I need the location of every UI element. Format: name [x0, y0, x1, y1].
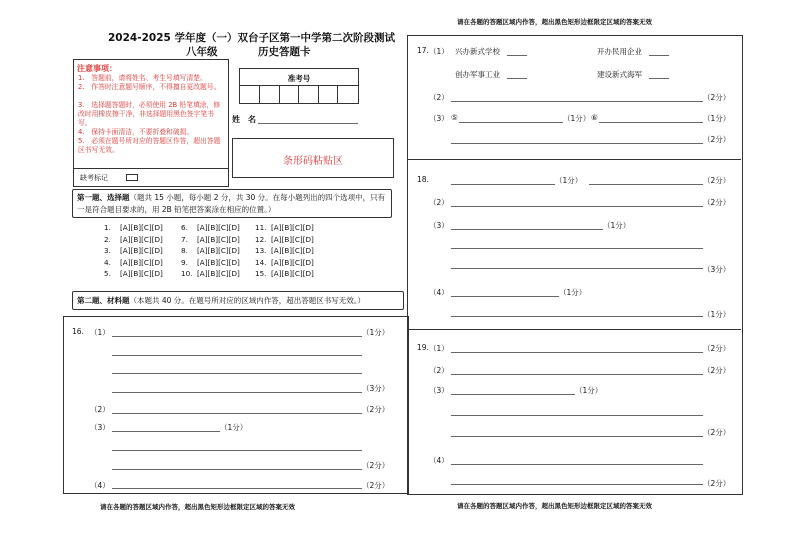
mcq-question-6 [181, 223, 240, 232]
q19-p2-score: （2分） [703, 366, 731, 375]
q18-p1-score2: （2分） [703, 176, 731, 185]
q19-region [407, 329, 741, 493]
mcq-options[interactable]: [A][B][C][D] [120, 257, 163, 267]
q16-p1-line4[interactable] [112, 392, 362, 393]
q18-p4-score: （1分） [559, 288, 587, 297]
mcq-question-3 [104, 246, 163, 255]
q19-p3-score2: （2分） [703, 428, 731, 437]
q18-p1-score1: （1分） [555, 176, 583, 185]
mcq-question-14 [255, 258, 314, 267]
q17-item-2-line[interactable] [649, 55, 669, 56]
notice-item-2: 2. 作答时注意题号顺序，不得擅自更改题号。 [78, 83, 221, 91]
absent-label: 缺考标记 [80, 174, 108, 182]
q19-p3: （3） [429, 386, 449, 395]
notice-title: 注意事项： [77, 64, 117, 73]
q18-p3-score: （1分） [603, 221, 631, 230]
q16-p4-line[interactable] [112, 488, 362, 489]
q16-p1-score: （1分） [362, 328, 390, 337]
q19-p1-line[interactable] [451, 352, 703, 353]
mcq-options[interactable]: [A][B][C][D] [120, 223, 163, 232]
grade-label: 八年级 [186, 46, 218, 58]
q16-p3: （3） [90, 423, 110, 432]
q16-p1: （1） [90, 328, 110, 337]
q16-p3-line[interactable] [112, 431, 220, 432]
q18-p1-line1[interactable] [451, 184, 555, 185]
section2-desc: （本题共 40 分。在题号所对应的区域内作答，超出答题区书写无效。） [129, 296, 366, 305]
section2-title: 第二题、材料题 [77, 296, 130, 305]
notice-box [73, 59, 229, 187]
q17-p2-line[interactable] [451, 101, 703, 102]
mcq-number: 13. [255, 246, 267, 256]
q17-item-4-line[interactable] [649, 78, 669, 79]
mcq-number: 14. [255, 257, 267, 267]
q16-p2: （2） [90, 405, 110, 414]
mcq-number: 1. [104, 223, 111, 232]
mcq-options[interactable]: [A][B][C][D] [197, 269, 240, 279]
q18-region [407, 159, 741, 329]
exam-number-box [239, 68, 359, 104]
mcq-question-9 [181, 258, 240, 267]
mcq-question-4 [104, 258, 163, 267]
notice-item-4: 4. 保持卡面清洁，不要折叠和破损。 [78, 128, 194, 136]
q17-p3-score1: （1分） [563, 114, 591, 123]
footer-notice-left: 请在各题的答题区域内作答，超出黑色矩形边框限定区域的答案无效 [100, 503, 295, 511]
mcq-number: 11. [255, 223, 267, 232]
mcq-question-7 [181, 235, 240, 244]
page-title: 2024-2025 学年度（一）双台子区第一中学第二次阶段测试 [108, 32, 395, 44]
q19-p2-line[interactable] [451, 374, 703, 375]
q18-p4: （4） [429, 288, 449, 297]
mcq-options[interactable]: [A][B][C][D] [197, 257, 240, 267]
q18-p1-line2[interactable] [589, 184, 703, 185]
mcq-options[interactable]: [A][B][C][D] [120, 234, 163, 244]
mcq-question-13 [255, 246, 314, 255]
q18-p3: （3） [429, 221, 449, 230]
mcq-options[interactable]: [A][B][C][D] [271, 246, 314, 256]
q19-p3-score: （1分） [575, 386, 603, 395]
q18-p2-line[interactable] [451, 206, 703, 207]
footer-notice-right: 请在各题的答题区域内作答，超出黑色矩形边框限定区域的答案无效 [457, 502, 652, 510]
q16-p4-score: （2分） [362, 481, 390, 490]
mcq-question-1 [104, 223, 163, 232]
q18-number: 18. [417, 175, 429, 184]
q17-p3-line1[interactable] [459, 122, 563, 123]
q16-p3-score: （1分） [220, 423, 248, 432]
q16-p4: （4） [90, 481, 110, 490]
mcq-number: 15. [255, 269, 267, 279]
mcq-question-5 [104, 269, 163, 278]
mcq-options[interactable]: [A][B][C][D] [271, 269, 314, 279]
q16-p3-line2[interactable] [112, 450, 362, 451]
mcq-question-11 [255, 223, 314, 232]
q18-p3-line3[interactable] [451, 268, 703, 269]
mcq-number: 6. [181, 223, 188, 232]
mcq-number: 5. [104, 269, 111, 279]
q18-p3-line2[interactable] [451, 248, 703, 249]
q16-p1-line3[interactable] [112, 373, 362, 374]
q19-p1: （1） [429, 344, 449, 353]
q19-p4-score: （2分） [703, 479, 731, 488]
q16-p3-line3[interactable] [112, 469, 362, 470]
q19-p4-line[interactable] [451, 464, 703, 465]
exam-number-label: 准考号 [287, 74, 311, 83]
q17-p3-line3[interactable] [451, 143, 703, 144]
section1-title: 第一题、选择题 [77, 193, 130, 202]
mcq-options[interactable]: [A][B][C][D] [271, 234, 314, 244]
mcq-number: 2. [104, 234, 111, 244]
q19-p1-score: （2分） [703, 344, 731, 353]
q17-item-1: 兴办新式学校 [455, 47, 500, 56]
q19-p2: （2） [429, 366, 449, 375]
q17-p3-score2: （1分） [703, 114, 731, 123]
q17-p2-score: （2分） [703, 93, 731, 102]
q17-mark-6: ⑥ [591, 113, 598, 122]
subject-label: 历史答题卡 [258, 46, 311, 58]
q17-p2: （2） [429, 93, 449, 102]
mcq-question-12 [255, 235, 314, 244]
mcq-number: 4. [104, 257, 111, 267]
q17-p1: （1） [429, 47, 449, 56]
mcq-question-2 [104, 235, 163, 244]
q17-mark-5: ⑤ [451, 113, 458, 122]
q17-item-1-line[interactable] [507, 55, 527, 56]
header-notice-right: 请在各题的答题区域内作答，超出黑色矩形边框限定区域的答案无效 [457, 18, 652, 26]
q16-p1-line[interactable] [112, 336, 362, 337]
mcq-question-8 [181, 246, 240, 255]
q16-box [63, 316, 409, 494]
mcq-options[interactable]: [A][B][C][D] [197, 223, 240, 232]
mcq-options[interactable]: [A][B][C][D] [120, 269, 163, 279]
mcq-number: 8. [181, 246, 188, 256]
notice-item-3: 3. 选择题答题时，必须使用 2B 铅笔填涂，修改时用橡皮擦干净，非选择题用黑色签字笔书写。 [78, 101, 221, 127]
q19-p3-line2[interactable] [451, 415, 703, 416]
q19-p4: （4） [429, 456, 449, 465]
mcq-options[interactable]: [A][B][C][D] [197, 246, 240, 256]
q17-item-2: 开办民用企业 [597, 47, 642, 56]
mcq-options[interactable]: [A][B][C][D] [271, 257, 314, 267]
mcq-options[interactable]: [A][B][C][D] [120, 246, 163, 256]
q16-p1-score2: （3分） [362, 384, 390, 393]
q17-p3-line2[interactable] [599, 122, 703, 123]
barcode-area [232, 138, 394, 178]
q16-p2-line[interactable] [112, 413, 362, 414]
mcq-number: 10. [181, 269, 193, 279]
mcq-options[interactable]: [A][B][C][D] [271, 223, 314, 232]
q16-number: 16. [72, 327, 84, 336]
barcode-label: 条形码粘贴区 [283, 156, 343, 167]
notice-item-1: 1. 答题前，请将姓名、考生号填写清楚。 [78, 74, 207, 82]
section2-header [72, 291, 404, 310]
q17-p3: （3） [429, 114, 449, 123]
q19-p3-line3[interactable] [451, 436, 703, 437]
q17-item-3: 创办军事工业 [455, 70, 500, 79]
section1-desc: （题共 15 小题，每小题 2 分，共 30 分。在每小题列出的四个选项中，只有一是符合题目要求的，用 2B 铅笔把答案涂在相应的位置。） [77, 193, 386, 214]
q18-p4-line2[interactable] [451, 316, 703, 317]
mcq-number: 7. [181, 234, 188, 244]
mcq-options[interactable]: [A][B][C][D] [197, 234, 240, 244]
q19-p4-line2[interactable] [451, 484, 703, 485]
q18-p2-score: （2分） [703, 198, 731, 207]
q17-p3-score3: （2分） [703, 135, 731, 144]
notice-item-5: 5. 必须在题号所对应的答题区作答，超出答题区书写无效。 [78, 137, 221, 154]
name-input-line[interactable] [258, 123, 358, 124]
mcq-question-10 [181, 269, 240, 278]
q17-region [407, 35, 741, 159]
absent-checkbox[interactable] [126, 174, 138, 181]
q18-p3-line[interactable] [451, 229, 603, 230]
q16-p2-score: （2分） [362, 405, 390, 414]
section1-header [72, 189, 392, 218]
q18-p2: （2） [429, 198, 449, 207]
mcq-number: 3. [104, 246, 111, 256]
q18-p4-line[interactable] [451, 296, 559, 297]
mcq-question-15 [255, 269, 314, 278]
q16-p1-line2[interactable] [112, 355, 362, 356]
q19-p3-line[interactable] [451, 394, 575, 395]
q17-number: 17. [417, 46, 429, 55]
q17-item-4: 建设新式海军 [597, 70, 642, 79]
q18-p4-score2: （1分） [703, 310, 731, 319]
mcq-number: 12. [255, 234, 267, 244]
name-label: 姓 名 [232, 115, 256, 124]
q16-p3-score2: （2分） [362, 461, 390, 470]
q18-p3-score2: （3分） [703, 265, 731, 274]
mcq-number: 9. [181, 257, 188, 267]
q19-number: 19. [417, 343, 429, 352]
q17-item-3-line[interactable] [507, 78, 527, 79]
